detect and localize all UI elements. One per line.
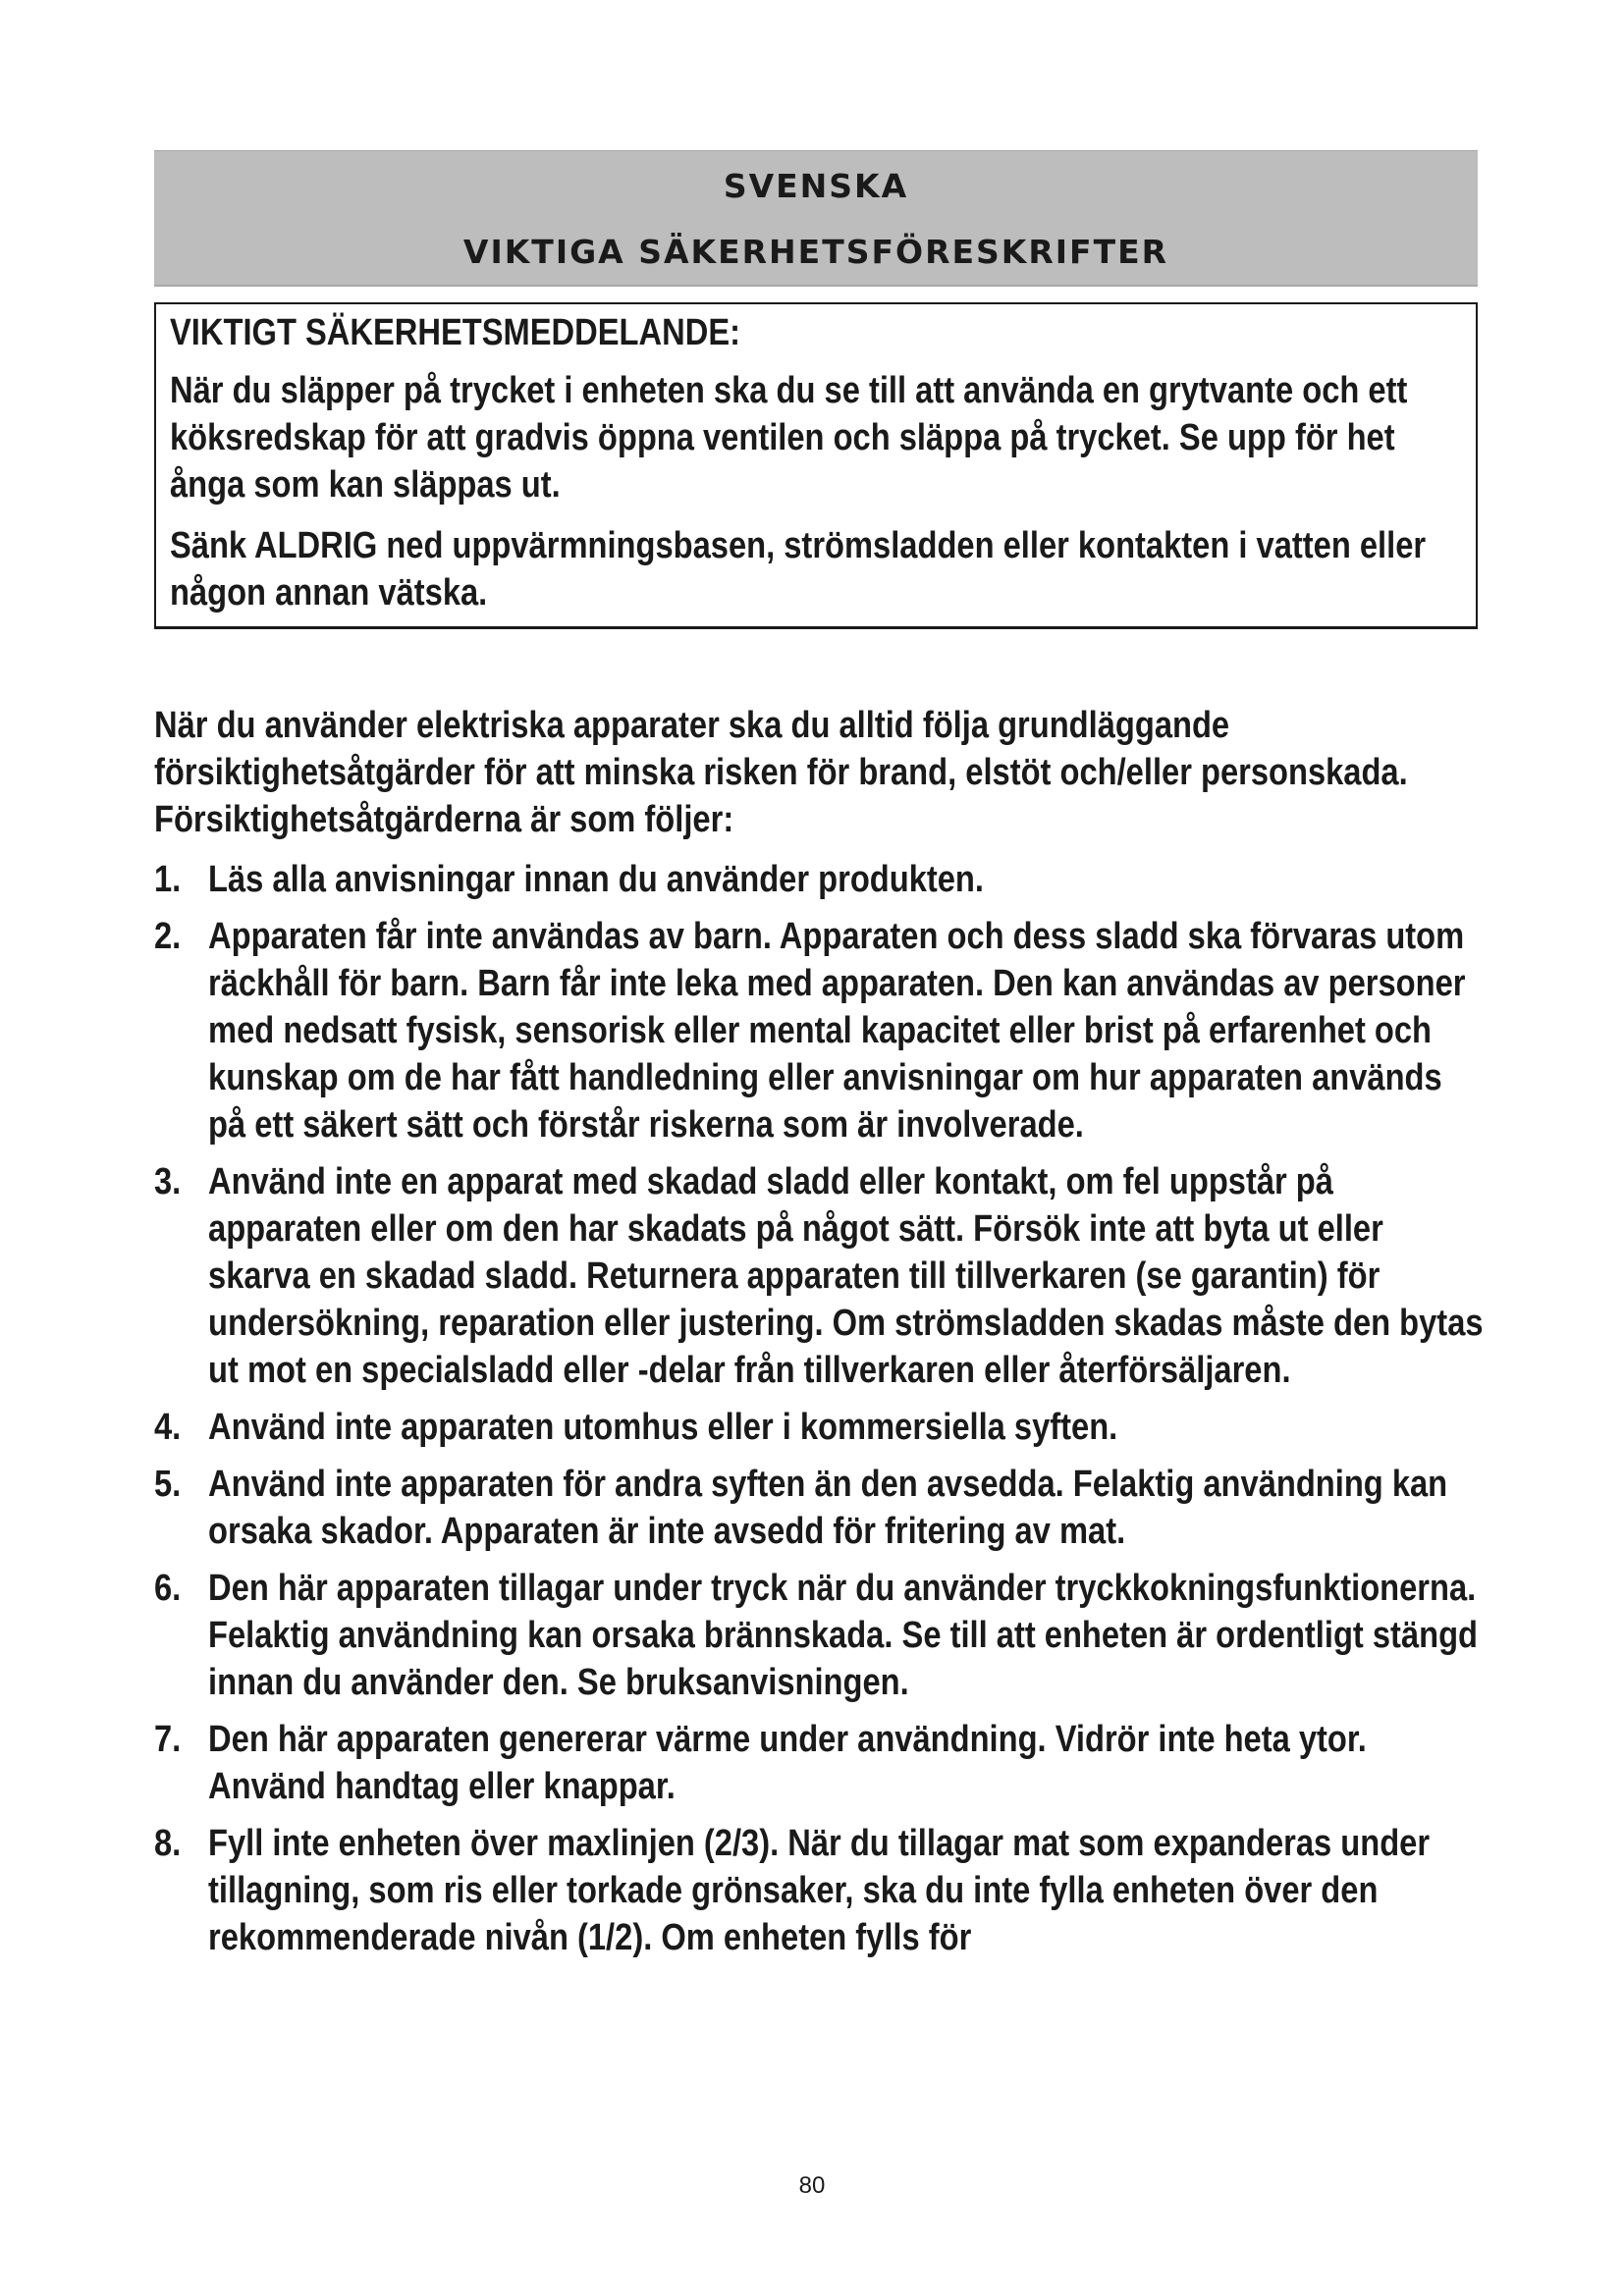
item-number: 8. [154, 1823, 182, 1864]
item-text: Läs alla anvisningar innan du använder produkten. [208, 859, 984, 900]
item-text: Fyll inte enheten över maxlinjen (2/3). När du tillagar mat som expanderas under tillagning, som ris eller torkade grönsaker, ska du inte fylla enheten över den rekommenderade nivån (1/2). Om enheten fylls för [208, 1823, 1431, 1958]
item-text: Den här apparaten tillagar under tryck när du använder tryckkokningsfunktionerna. Felaktig användning kan orsaka brännskada. Se till att enheten är ordentligt stängd innan du använder den. Se bruksanvisningen. [208, 1568, 1479, 1703]
page-number: 80 [798, 2172, 826, 2199]
item-number: 2. [154, 916, 182, 957]
item-text: Använd inte apparaten utomhus eller i kommersiella syften. [208, 1407, 1118, 1448]
section-title: VIKTIGA SÄKERHETSFÖRESKRIFTER [462, 233, 1169, 271]
section-header [154, 150, 1478, 287]
item-text: Använd inte en apparat med skadad sladd eller kontakt, om fel uppstår på apparaten eller om den har skadats på något sätt. Försök inte att byta ut eller skarva en skadad sladd. Returnera apparaten till tillverkaren (se garantin) för undersökning, reparation eller justering. Om strömsladden skadas måste den bytas ut mot en specialsladd eller -delar från tillverkaren eller återförsäljaren. [208, 1161, 1484, 1391]
list-item [154, 913, 1489, 1148]
notice-title: VIKTIGT SÄKERHETSMEDDELANDE: [170, 312, 740, 353]
safety-instructions-list [154, 856, 1489, 1971]
item-number: 7. [154, 1719, 182, 1760]
list-item [154, 856, 1489, 903]
list-item [154, 1461, 1489, 1555]
item-text: Använd inte apparaten för andra syften än den avsedda. Felaktig användning kan orsaka skador. Apparaten är inte avsedd för fritering av mat. [208, 1464, 1448, 1552]
item-text: Apparaten får inte användas av barn. Apparaten och dess sladd ska förvaras utom räckhåll för barn. Barn får inte leka med apparaten. Den kan användas av personer med nedsatt fysisk, sensorisk eller mental kapacitet eller brist på erfarenhet och kunskap om de har fått handledning eller anvisningar om hur apparaten används på ett säkert sätt och förstår riskerna som är involverade. [208, 916, 1466, 1146]
list-item [154, 1158, 1489, 1394]
item-number: 4. [154, 1407, 182, 1448]
item-number: 6. [154, 1568, 182, 1609]
notice-paragraph: Sänk ALDRIG ned uppvärmningsbasen, strömsladden eller kontakten i vatten eller någon annan vätska. [170, 525, 1427, 614]
list-item [154, 1404, 1489, 1451]
intro-paragraph: När du använder elektriska apparater ska du alltid följa grundläggande försiktighetsåtgärder för att minska risken för brand, elstöt och/eller personskada. Försiktighetsåtgärderna är som följer: [154, 705, 1408, 840]
list-item [154, 1820, 1489, 1961]
item-text: Den här apparaten genererar värme under användning. Vidrör inte heta ytor. Använd handtag eller knappar. [208, 1719, 1367, 1807]
list-item [154, 1565, 1489, 1706]
language-heading: SVENSKA [723, 167, 909, 205]
list-item [154, 1716, 1489, 1810]
item-number: 1. [154, 859, 182, 900]
notice-paragraph: När du släpper på trycket i enheten ska du se till att använda en grytvante och ett köksredskap för att gradvis öppna ventilen och släppa på trycket. Se upp för het ånga som kan släppas ut. [170, 370, 1408, 506]
safety-notice-box [154, 302, 1478, 629]
item-number: 5. [154, 1464, 182, 1505]
item-number: 3. [154, 1161, 182, 1202]
